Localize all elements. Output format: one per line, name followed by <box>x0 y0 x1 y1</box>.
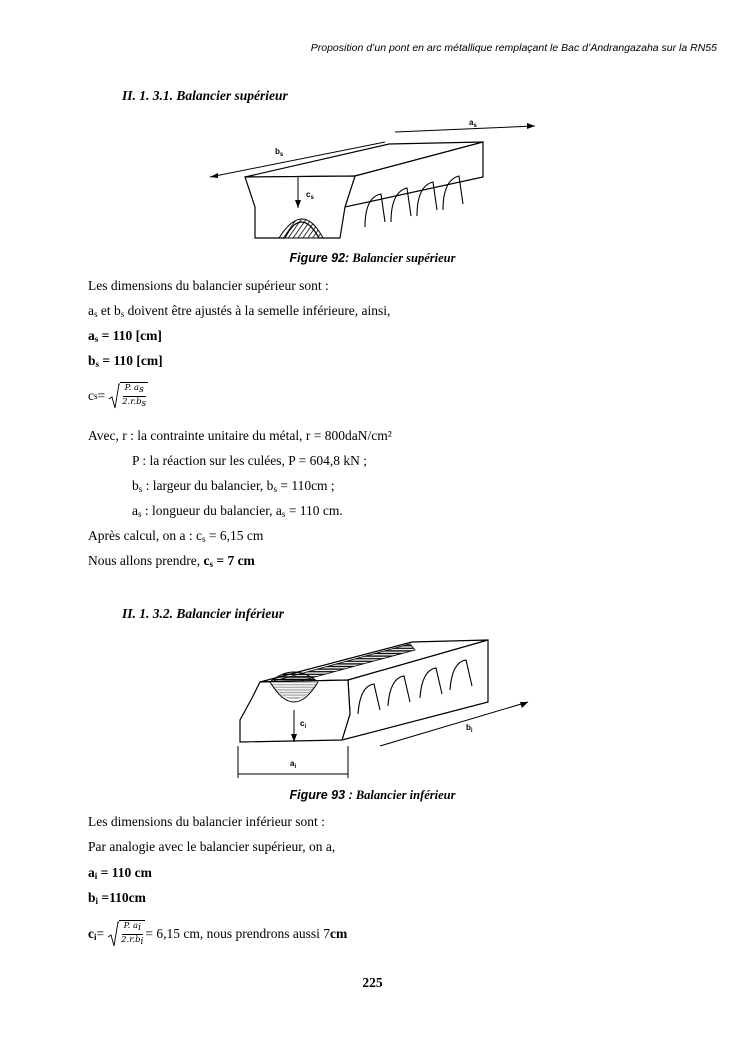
text-analogie: Par analogie avec le balancier supérieur, on a, <box>88 839 336 854</box>
label-bs: $b_s$ <box>275 147 284 158</box>
text-intro-superieur: Les dimensions du balancier supérieur sont : <box>88 278 329 293</box>
text-intro-inferieur: Les dimensions du balancier inférieur sont : <box>88 814 325 829</box>
sqrt-sign <box>107 921 119 947</box>
label-cs: $c_s$ <box>306 190 314 201</box>
label-ci: $c_i$ <box>300 719 307 730</box>
formula-ci: $c_i$ = $\frac{P. a_i}{2.r.b_i}$ = 6,15 cm, nous prendrons aussi 7 cm <box>88 921 348 947</box>
text-prendre: Nous allons prendre, $c_s = 7$ cm <box>88 553 255 569</box>
label-as: $a_s$ <box>469 118 477 129</box>
value-ai: $a_i = 110$ cm <box>88 865 152 881</box>
value-bi: $b_i =110cm$ <box>88 890 146 906</box>
text-avec: Avec, r : la contrainte unitaire du métal, r = 800daN/cm² <box>88 428 392 443</box>
figure-balancier-superieur <box>205 112 545 244</box>
figure-92-caption: Figure 92: Balancier supérieur <box>289 251 456 265</box>
section-title-balancier-inferieur: II. 1. 3.2. Balancier inférieur <box>122 606 285 621</box>
section-title-balancier-superieur: II. 1. 3.1. Balancier supérieur <box>122 88 288 103</box>
text-p: P : la réaction sur les culées, P = 604,8 kN ; <box>132 453 367 468</box>
value-bs: $b_s = 110$ [cm] <box>88 353 163 369</box>
running-header: Proposition d’un pont en arc métallique remplaçant le Bac d’Andrangazaha sur la RN55 <box>310 42 717 54</box>
value-as: $a_s = 110$ [cm] <box>88 328 162 344</box>
text-adjust: $a_s$ et $b_s$ doivent être ajustés à la semelle inférieure, ainsi, <box>88 303 391 319</box>
text-apres-calcul: Après calcul, on a : $c_s = 6,15$ cm <box>88 528 264 544</box>
figure-balancier-inferieur <box>230 634 530 780</box>
text-bs-def: $b_s$ : largeur du balancier, $b_s = 110cm$ ; <box>132 478 335 494</box>
page-number: 225 <box>362 975 383 990</box>
text-as-def: $a_s$ : longueur du balancier, $a_s = 110$ cm. <box>132 503 343 519</box>
formula-cs: c s = $\frac{P. a_s}{2.r.b_s}$ <box>88 383 147 409</box>
sqrt-sign <box>108 383 120 409</box>
label-ai: $a_i$ <box>290 759 297 770</box>
label-bi: $b_i$ <box>466 723 473 734</box>
figure-93-caption: Figure 93 : Balancier inférieur <box>289 788 456 802</box>
